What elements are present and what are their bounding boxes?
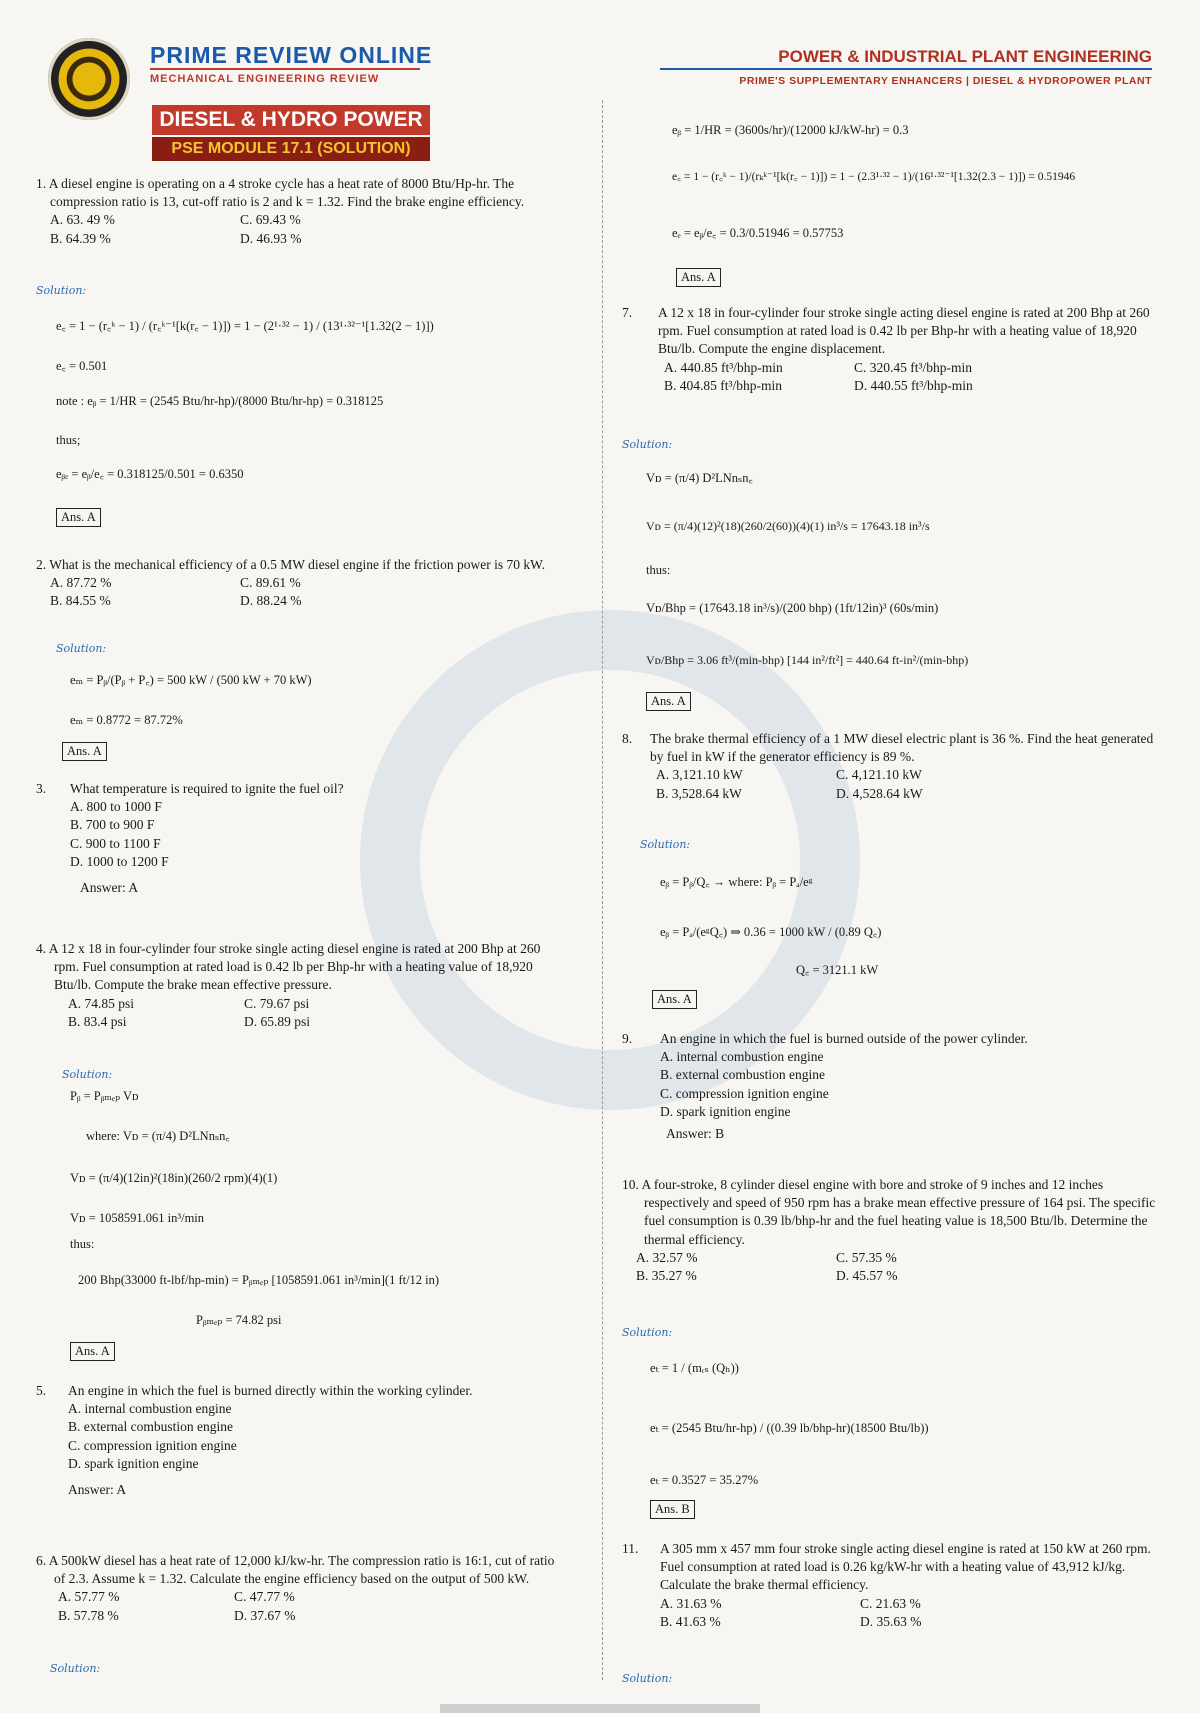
brand-title: PRIME REVIEW ONLINE <box>150 42 433 68</box>
question-text: An engine in which the fuel is burned outside of the power cylinder. <box>660 1031 1028 1046</box>
choice-a: A. 63. 49 % <box>50 212 115 228</box>
choice-b: B. 404.85 ft³/bhp-min <box>664 377 783 393</box>
choice-d: D. spark ignition engine <box>68 1455 199 1471</box>
choice-d: D. 35.63 % <box>860 1613 922 1629</box>
equation-line: eₜ = 0.3527 = 35.27% <box>650 1473 759 1487</box>
header-rule-right <box>660 68 1152 70</box>
choice-c: C. 4,121.10 kW <box>836 767 922 783</box>
choice-d: D. 37.67 % <box>234 1607 296 1623</box>
question-text: 6. A 500kW diesel has a heat rate of 12,000 kJ/kw-hr. The compression ratio is 16:1, cut of ratio of 2.3. Assume k = 1.32. Calculate the engine efficiency based on the output of 500 kW. <box>36 1553 555 1587</box>
answer-box: Ans. A <box>56 508 101 527</box>
answer-box: Ans. A <box>62 742 107 761</box>
choice-b: B. 700 to 900 F <box>70 817 155 833</box>
choices <box>622 1249 1157 1285</box>
choice-d: D. 1000 to 1200 F <box>70 853 169 869</box>
equation-line: eₘ = Pᵦ/(Pᵦ + P꜀) = 500 kW / (500 kW + 70 kW) <box>70 673 312 687</box>
question-text: The brake thermal efficiency of a 1 MW diesel electric plant is 36 %. Find the heat generated by fuel in kW if the generator efficiency is 89 %. <box>650 731 1154 765</box>
choice-d: D. 4,528.64 kW <box>836 785 923 801</box>
equation-line: e꜀ = 1 − (r꜀ᵏ − 1) / (r꜀ᵏ⁻¹[k(r꜀ − 1)]) = 1 − (2¹·³² − 1) / (13¹·³²⁻¹[1.32(2 − 1)]) <box>56 319 434 333</box>
choices <box>36 574 561 610</box>
choices <box>650 766 1155 802</box>
question-10 <box>622 1176 1157 1285</box>
choice-a: A. 32.57 % <box>636 1249 698 1265</box>
question-text: A 12 x 18 in four-cylinder four stroke single acting diesel engine is rated at 200 Bhp at 260 rpm. Fuel consumption at rated load is 0.42 lb per Bhp-hr with a heating value of 18,920 Btu/lb. Compute the engine displacement. <box>658 305 1150 357</box>
choice-a: A. 74.85 psi <box>68 995 135 1011</box>
choice-c: C. compression ignition engine <box>68 1437 237 1453</box>
equation-line: e꜀ = 0.501 <box>56 359 108 373</box>
solution-label: Solution: <box>640 838 691 851</box>
answer-box: Ans. A <box>70 1342 115 1361</box>
module-title: DIESEL & HYDRO POWER <box>152 105 430 135</box>
solution-label: Solution: <box>56 642 107 655</box>
equation-line: e꜀ = 1 − (r꜀ᵏ − 1)/(rₖᵏ⁻¹[k(r꜀ − 1)]) = 1 − (2.3¹·³² − 1)/(16¹·³²⁻¹[1.32(2.3 − 1)]) = 0.51946 <box>672 171 1076 183</box>
choices <box>36 211 561 247</box>
choice-a: A. internal combustion engine <box>68 1401 232 1417</box>
choice-b: B. 57.78 % <box>58 1607 119 1623</box>
question-text: What temperature is required to ignite the fuel oil? <box>70 781 344 796</box>
choice-b: B. 83.4 psi <box>68 1013 127 1029</box>
choice-a: A. 800 to 1000 F <box>70 799 162 815</box>
equation-line: eₑ = eᵦ/e꜀ = 0.3/0.51946 = 0.57753 <box>672 226 844 240</box>
choice-b: B. 84.55 % <box>50 593 111 609</box>
choice-a: A. 57.77 % <box>58 1589 120 1605</box>
school-seal-logo <box>48 38 130 120</box>
equation-line: Vᴅ = (π/4)(12)²(18)(260/2(60))(4)(1) in³/s = 17643.18 in³/s <box>646 519 930 533</box>
question-3-number: 3. <box>36 781 47 796</box>
answer-box: Ans. A <box>646 692 691 711</box>
equation-line: thus: <box>646 563 671 577</box>
solution-label: Solution: <box>622 1326 673 1339</box>
question-9 <box>660 1030 1155 1143</box>
equation-line: Vᴅ = 1058591.061 in³/min <box>70 1211 205 1225</box>
question-1 <box>36 175 561 248</box>
module-subtitle: PSE MODULE 17.1 (SOLUTION) <box>152 137 430 161</box>
equation-line: Pᵦₘₑₚ = 74.82 psi <box>196 1313 282 1327</box>
choice-c: C. 79.67 psi <box>244 995 310 1011</box>
equation-line: eᵦ = Pₐ/(eᵍQ꜀) ⇒ 0.36 = 1000 kW / (0.89 Q꜀) <box>660 925 882 939</box>
solution-label: Solution: <box>622 1672 673 1685</box>
column-divider <box>602 100 604 1680</box>
choice-b: B. external combustion engine <box>68 1419 233 1435</box>
question-2 <box>36 556 561 611</box>
choice-b: B. 64.39 % <box>50 230 111 246</box>
solution-label: Solution: <box>62 1068 113 1081</box>
equation-line: eₘ = 0.8772 = 87.72% <box>70 713 183 727</box>
question-text: 2. What is the mechanical efficiency of a 0.5 MW diesel engine if the friction power is 70 kW. <box>36 557 545 572</box>
choice-b: B. 41.63 % <box>660 1613 721 1629</box>
scan-edge-bar <box>440 1704 760 1713</box>
equation-line: where: Vᴅ = (π/4) D²LNnₛn꜀ <box>86 1129 230 1143</box>
question-text: 1. A diesel engine is operating on a 4 stroke cycle has a heat rate of 8000 Btu/Hp-hr. The compression ratio is 13, cut-off ratio is 2 and k = 1.32. Find the brake engine efficiency. <box>36 176 525 210</box>
question-5-number: 5. <box>36 1383 47 1398</box>
equation-line: eₜ = 1 / (mᵣₛ (Qₕ)) <box>650 1361 739 1375</box>
choice-b: B. 3,528.64 kW <box>656 785 742 801</box>
question-text: 4. A 12 x 18 in four-cylinder four stroke single acting diesel engine is rated at 200 Bhp at 260 rpm. Fuel consumption at rated load is 0.42 lb per Bhp-hr with a heating value of 18,920 Btu/lb. Compute the brake mean effective pressure. <box>36 941 541 993</box>
brand-subtitle: MECHANICAL ENGINEERING REVIEW <box>150 73 380 85</box>
answer-box: Ans. A <box>652 990 697 1009</box>
choices <box>36 1588 561 1624</box>
choice-c: C. compression ignition engine <box>660 1085 829 1101</box>
question-7 <box>658 304 1158 395</box>
question-4 <box>36 940 561 1031</box>
question-5 <box>68 1382 560 1499</box>
choice-c: C. 320.45 ft³/bhp-min <box>854 359 973 375</box>
question-11 <box>660 1540 1155 1631</box>
answer-box: Ans. B <box>650 1500 695 1519</box>
choice-c: C. 57.35 % <box>836 1249 897 1265</box>
solution-label: Solution: <box>50 1662 101 1675</box>
choice-b: B. external combustion engine <box>660 1067 825 1083</box>
course-subtitle: PRIME'S SUPPLEMENTARY ENHANCERS | DIESEL & HYDROPOWER PLANT <box>739 75 1152 87</box>
question-6 <box>36 1552 561 1625</box>
choices <box>660 1595 1155 1631</box>
choice-c: C. 47.77 % <box>234 1589 295 1605</box>
choices <box>658 359 1158 395</box>
answer-text: Answer: B <box>666 1126 725 1142</box>
question-text: 10. A four-stroke, 8 cylinder diesel engine with bore and stroke of 9 inches and 12 inches respectively and speed of 950 rpm has a brake mean effective pressure of 164 psi. The specific fuel consumption is 0.39 lb/bhp-hr and the fuel heating value is 18,500 Btu/lb. Determine the thermal efficiency. <box>622 1177 1156 1247</box>
equation-line: Q꜀ = 3121.1 kW <box>796 963 879 977</box>
choice-d: D. 65.89 psi <box>244 1013 311 1029</box>
course-title: POWER & INDUSTRIAL PLANT ENGINEERING <box>778 47 1152 66</box>
choice-c: C. 89.61 % <box>240 575 301 591</box>
choices <box>36 995 561 1031</box>
choice-a: A. 31.63 % <box>660 1595 722 1611</box>
equation-line: eᵦ = 1/HR = (3600s/hr)/(12000 kJ/kW-hr) = 0.3 <box>672 123 909 137</box>
answer-box: Ans. A <box>676 268 721 287</box>
choice-c: C. 900 to 1100 F <box>70 835 161 851</box>
equation-line: Vᴅ = (π/4) D²LNnₛn꜀ <box>646 471 753 485</box>
question-8 <box>650 730 1155 803</box>
choice-c: C. 21.63 % <box>860 1595 921 1611</box>
choice-c: C. 69.43 % <box>240 212 301 228</box>
question-11-number: 11. <box>622 1541 639 1556</box>
equation-line: note : eᵦ = 1/HR = (2545 Btu/hr-hp)/(8000 Btu/hr-hp) = 0.318125 <box>56 394 384 408</box>
choice-d: D. 45.57 % <box>836 1268 898 1284</box>
choice-a: A. 87.72 % <box>50 575 112 591</box>
question-8-number: 8. <box>622 731 633 746</box>
question-7-number: 7. <box>622 305 633 320</box>
equation-line: Vᴅ = (π/4)(12in)²(18in)(260/2 rpm)(4)(1) <box>70 1171 278 1185</box>
choice-d: D. 440.55 ft³/bhp-min <box>854 377 973 393</box>
question-text: A 305 mm x 457 mm four stroke single acting diesel engine is rated at 150 kW at 260 rpm. Fuel consumption at rated load is 0.26 kg/kW-hr with a heating value of 43,912 kJ/kg. Calculate the brake thermal efficiency. <box>660 1541 1151 1593</box>
header-rule-left <box>150 68 420 70</box>
equation-line: eᵦₑ = eᵦ/e꜀ = 0.318125/0.501 = 0.6350 <box>56 467 244 481</box>
choice-d: D. 46.93 % <box>240 230 302 246</box>
equation-line: Vᴅ/Bhp = (17643.18 in³/s)/(200 bhp) (1ft/12in)³ (60s/min) <box>646 601 939 615</box>
equation-line: eₜ = (2545 Btu/hr-hp) / ((0.39 lb/bhp-hr)(18500 Btu/lb)) <box>650 1421 929 1435</box>
equation-line: 200 Bhp(33000 ft-lbf/hp-min) = Pᵦₘₑₚ [1058591.061 in³/min](1 ft/12 in) <box>78 1273 440 1287</box>
equation-line: Pᵦ = Pᵦₘₑₚ Vᴅ <box>70 1089 139 1103</box>
equation-line: thus; <box>56 433 81 447</box>
choice-a: A. internal combustion engine <box>660 1049 824 1065</box>
question-text: An engine in which the fuel is burned directly within the working cylinder. <box>68 1383 473 1398</box>
choice-a: A. 440.85 ft³/bhp-min <box>664 359 783 375</box>
question-3 <box>70 780 560 897</box>
question-9-number: 9. <box>622 1031 633 1046</box>
solution-label: Solution: <box>36 284 87 297</box>
equation-line: eᵦ = Pᵦ/Q꜀ → where: Pᵦ = Pₐ/eᵍ <box>660 875 813 889</box>
solution-label: Solution: <box>622 438 673 451</box>
equation-line: Vᴅ/Bhp = 3.06 ft³/(min-bhp) [144 in²/ft²] = 440.64 ft-in²/(min-bhp) <box>646 653 969 667</box>
answer-text: Answer: A <box>68 1482 127 1498</box>
equation-line: thus: <box>70 1237 95 1251</box>
choice-d: D. spark ignition engine <box>660 1103 791 1119</box>
choice-b: B. 35.27 % <box>636 1268 697 1284</box>
choice-a: A. 3,121.10 kW <box>656 767 743 783</box>
answer-text: Answer: A <box>80 880 139 896</box>
choice-d: D. 88.24 % <box>240 593 302 609</box>
